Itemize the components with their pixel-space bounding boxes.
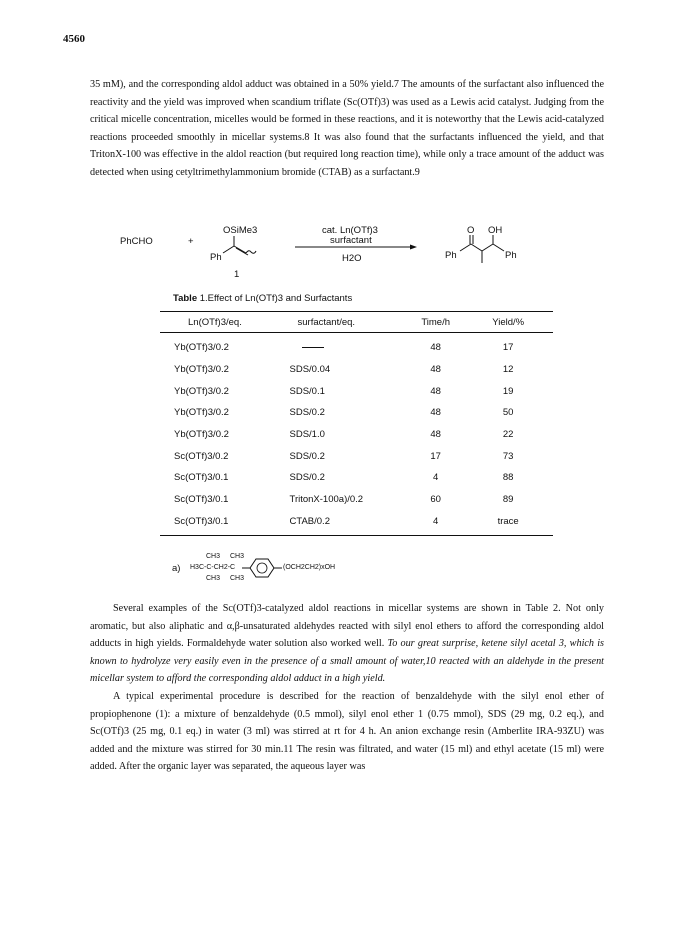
- table-header-row: [160, 312, 553, 333]
- cell-time: 60: [430, 494, 441, 506]
- reaction-scheme: [120, 225, 570, 300]
- product-phenyl-right: Ph: [505, 250, 517, 261]
- table-row: [160, 333, 553, 359]
- arrow-head: [410, 245, 417, 250]
- cell-surfactant: TritonX-100a)/0.2: [289, 494, 364, 506]
- cell-lewis-acid: Sc(OTf)3/0.1: [174, 472, 229, 484]
- table-label: Table: [173, 293, 198, 304]
- header-lewis-acid: Ln(OTf)3/eq.: [160, 312, 290, 333]
- cell-lewis-acid: Yb(OTf)3/0.2: [174, 407, 229, 419]
- paragraph-examples-text: Several examples of the Sc(OTf)3-catalyzed aldol reactions in micellar systems are shown in Table 2. Not only aromatic, but also aliphatic and α,β-unsaturated aldehydes reacted with silyl enol ethers to afford the corresponding aldol adducts in high yields. Formaldehyde water solution also worked well.: [90, 603, 604, 650]
- condition-water: H2O: [342, 253, 362, 264]
- bond-ph-c: [223, 246, 234, 253]
- cell-surfactant: SDS/1.0: [289, 429, 325, 441]
- cell-time: 4: [408, 511, 463, 536]
- cell-surfactant: SDS/0.2: [289, 472, 325, 484]
- cell-time: 48: [430, 385, 441, 397]
- cell-yield: 88: [502, 472, 514, 484]
- cell-surfactant: CTAB/0.2: [290, 511, 409, 536]
- cell-time: 48: [430, 429, 441, 441]
- cell-time: 48: [430, 364, 441, 376]
- table-caption: [173, 293, 352, 304]
- ethoxylate-tail: (OCH2CH2)xOH: [283, 564, 336, 571]
- cell-yield: 73: [502, 450, 514, 462]
- header-surfactant: surfactant/eq.: [290, 312, 409, 333]
- cell-lewis-acid: Sc(OTf)3/0.1: [174, 494, 229, 506]
- table-title: .Effect of Ln(OTf)3 and Surfactants: [205, 293, 353, 304]
- table-row: [160, 489, 553, 511]
- cell-yield: 17: [502, 342, 514, 354]
- table-number: 1: [199, 293, 206, 304]
- methyl-bottom-1: CH3: [206, 575, 221, 582]
- no-surfactant-dash: [302, 347, 324, 348]
- product-bond-4: [493, 244, 504, 251]
- methyl-top-1: CH3: [206, 553, 221, 560]
- reactant-benzaldehyde: PhCHO: [120, 236, 153, 247]
- product-phenyl-left: Ph: [445, 250, 457, 261]
- cell-surfactant: SDS/0.1: [289, 385, 325, 397]
- header-yield: Yield/%: [463, 312, 553, 333]
- header-time: Time/h: [408, 312, 463, 333]
- cell-lewis-acid: Sc(OTf)3/0.2: [174, 450, 229, 462]
- results-table: [160, 311, 553, 536]
- methyl-bottom-2: CH3: [230, 575, 245, 582]
- cell-yield: 22: [502, 429, 514, 441]
- cell-yield: 12: [502, 364, 514, 376]
- wavy-bond: [246, 251, 256, 254]
- alkyl-chain: H3C-C-CH2-C: [190, 564, 236, 571]
- cell-time: 17: [430, 450, 441, 462]
- table-row: [160, 445, 553, 467]
- table-footnote: [172, 553, 372, 588]
- product-bond-1: [460, 244, 471, 251]
- cell-lewis-acid: Yb(OTf)3/0.2: [174, 429, 229, 441]
- product-hydroxyl: OH: [488, 225, 503, 236]
- bond-c-c-double: [236, 248, 248, 255]
- cell-time: 48: [430, 407, 441, 419]
- bond-c-c: [234, 246, 246, 253]
- table-row: [160, 467, 553, 489]
- reactant-phenyl-label: Ph: [210, 252, 222, 263]
- condition-catalyst: cat. Ln(OTf)3: [322, 225, 378, 236]
- paragraph-examples: [90, 600, 604, 688]
- cell-time: 48: [430, 342, 441, 354]
- cell-lewis-acid: Yb(OTf)3/0.2: [174, 342, 229, 354]
- cell-surfactant: SDS/0.2: [289, 450, 325, 462]
- cell-lewis-acid: Yb(OTf)3/0.2: [174, 385, 229, 397]
- methyl-top-2: CH3: [230, 553, 245, 560]
- table-row: [160, 511, 553, 536]
- cell-yield: 50: [502, 407, 514, 419]
- table-row: [160, 424, 553, 446]
- product-bond-2: [471, 244, 482, 251]
- product-oxygen: O: [467, 225, 475, 236]
- cell-lewis-acid: Yb(OTf)3/0.2: [174, 364, 229, 376]
- cell-time: 4: [433, 472, 439, 484]
- aromatic-circle: [257, 563, 267, 573]
- cell-lewis-acid: Sc(OTf)3/0.1: [160, 511, 290, 536]
- cell-surfactant-none: [290, 333, 409, 359]
- benzene-ring: [242, 556, 282, 586]
- cell-surfactant: SDS/0.04: [289, 364, 331, 376]
- table-row: [160, 402, 553, 424]
- compound-number: 1: [234, 269, 240, 280]
- table-row: [160, 380, 553, 402]
- page-number: 4560: [63, 33, 85, 45]
- paragraph-procedure: A typical experimental procedure is described for the reaction of benzaldehyde with the silyl enol ether of propiophenone (1): a mixture of benzaldehyde (0.5 mmol), silyl enol ether 1 (0.75 mmol), SDS (29 mg, 0.2 eq.), and Sc(OTf)3 (25 mg, 0.1 eq.) in water (3 ml) was stirred at rt for 4 h. An anion exchange resin (Amberlite IRA-93ZU) was added and the mixture was stirred for 30 min.11 The resin was filtrated, and water (15 ml) and ethyl acetate (15 ml) were added. After the organic layer was separated, the aqueous layer was: [90, 691, 604, 773]
- cell-yield: trace: [463, 511, 553, 536]
- plus-sign: +: [188, 236, 194, 247]
- paragraph-examples-italic: To our great surprise, ketene silyl acetal 3, which is known to hydrolyze very easily even in the presence of a small amount of water,10 reacted with an aldehyde in the present micellar system to afford the corresponding aldol adduct in a high yield.: [90, 638, 605, 685]
- cell-surfactant: SDS/0.2: [289, 407, 325, 419]
- silyl-group-label: OSiMe3: [223, 225, 258, 236]
- hexagon: [250, 559, 274, 577]
- condition-surfactant: surfactant: [330, 235, 372, 246]
- cell-yield: 19: [502, 385, 514, 397]
- cell-yield: 89: [502, 494, 514, 506]
- footnote-label: a): [172, 563, 181, 574]
- product-bond-3: [482, 244, 493, 251]
- table-row: [160, 359, 553, 381]
- paragraph-intro: 35 mM), and the corresponding aldol adduct was obtained in a 50% yield.7 The amounts of the surfactant also influenced the reactivity and the yield was improved when scandium triflate (Sc(OTf)3) was used as a Lewis acid catalyst. Judging from the critical micelle concentration, micelles would be formed in these reactions, and it is noteworthy that the Lewis acid-catalyzed reactions proceeded smoothly in micellar systems.8 It was also found that the surfactants influenced the yield, and that TritonX-100 was effective in the aldol reaction (but required long reaction time), while only a trace amount of the adduct was detected when using cetyltrimethylammonium bromide (CTAB) as a surfactant.9: [90, 79, 604, 178]
